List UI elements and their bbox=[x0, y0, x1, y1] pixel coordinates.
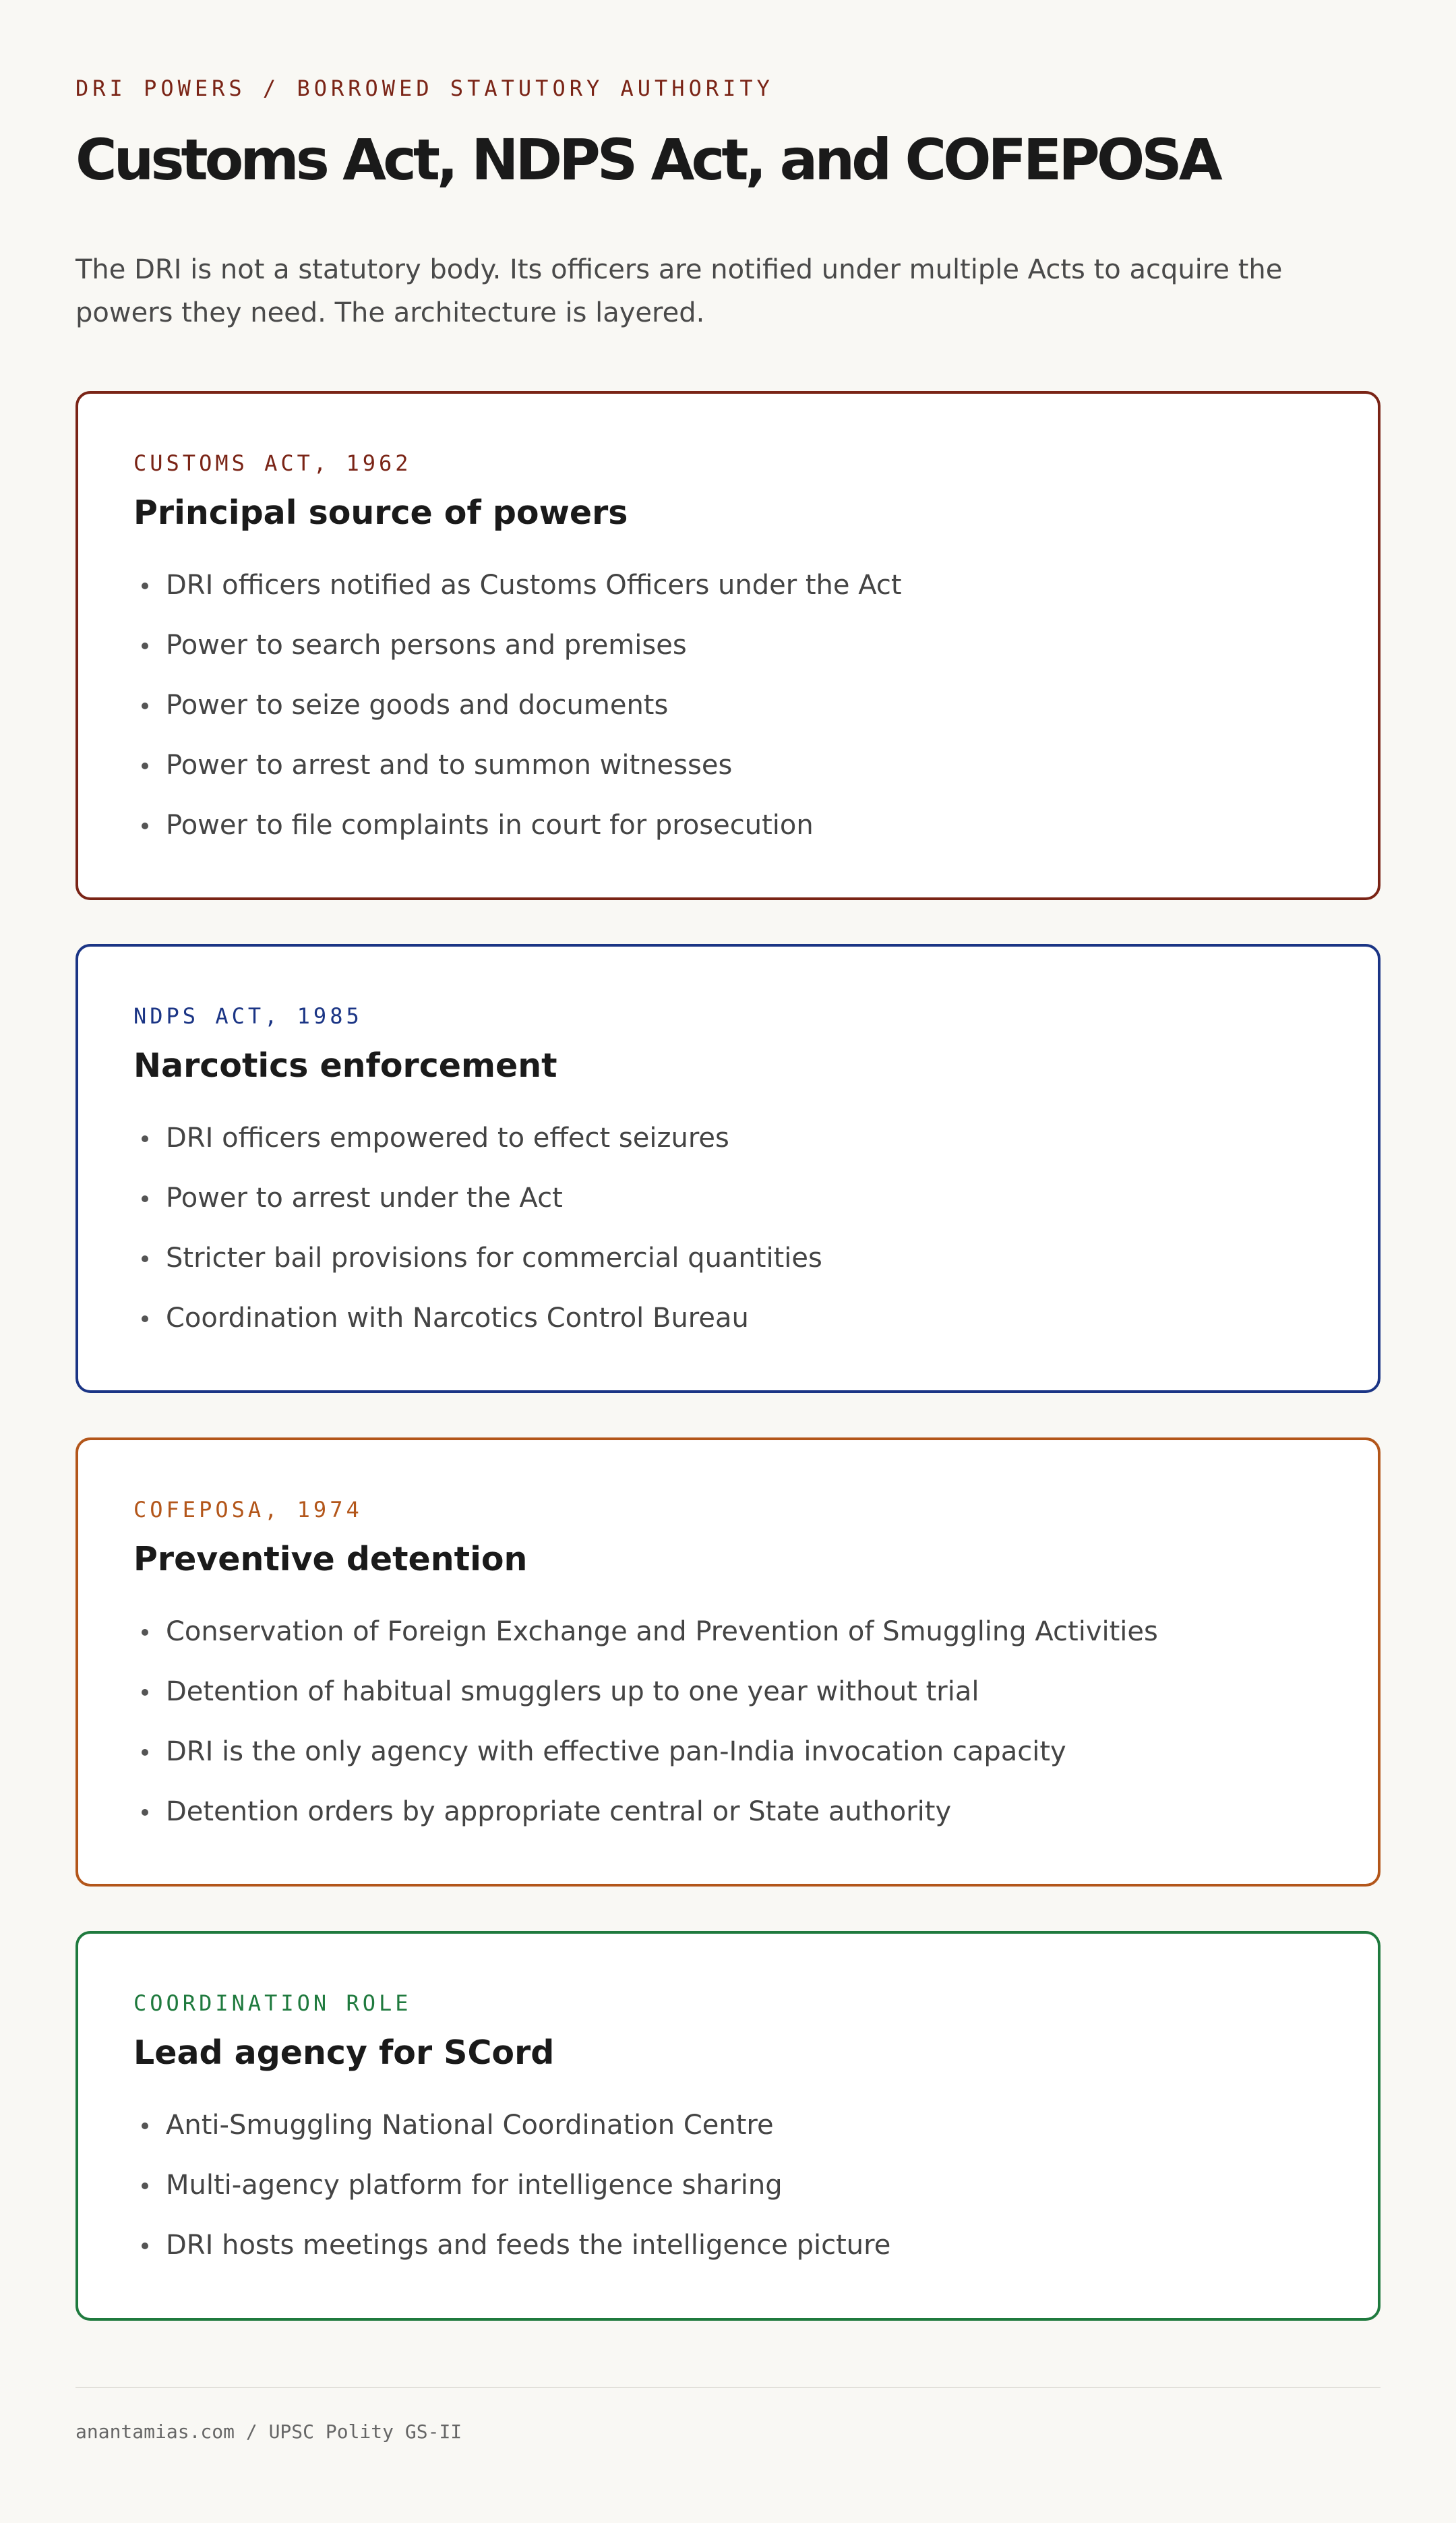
card-coordination-role bbox=[75, 1931, 1381, 2321]
card-customs-act bbox=[75, 391, 1381, 900]
list-item: Power to arrest and to summon witnesses bbox=[133, 736, 902, 796]
card-label: CUSTOMS ACT, 1962 bbox=[133, 450, 412, 476]
card-label: COORDINATION ROLE bbox=[133, 1990, 412, 2016]
card-label: COFEPOSA, 1974 bbox=[133, 1497, 363, 1522]
card-bullet-list bbox=[133, 1602, 1158, 1842]
list-item: DRI officers notified as Customs Officers under the Act bbox=[133, 556, 902, 616]
list-item: DRI is the only agency with effective pan-India invocation capacity bbox=[133, 1722, 1158, 1782]
list-item: Anti-Smuggling National Coordination Centre bbox=[133, 2096, 890, 2156]
list-item: Coordination with Narcotics Control Bureau bbox=[133, 1288, 822, 1348]
card-heading: Narcotics enforcement bbox=[133, 1046, 557, 1085]
list-item: Multi-agency platform for intelligence sharing bbox=[133, 2156, 890, 2216]
card-bullet-list bbox=[133, 2096, 890, 2276]
intro-paragraph: The DRI is not a statutory body. Its officers are notified under multiple Acts to acquire the powers they need. The architecture is layered. bbox=[75, 254, 1283, 328]
card-bullet-list bbox=[133, 556, 902, 856]
card-label: NDPS ACT, 1985 bbox=[133, 1003, 363, 1029]
section-kicker: DRI POWERS / BORROWED STATUTORY AUTHORITY bbox=[75, 76, 774, 101]
list-item: DRI hosts meetings and feeds the intelligence picture bbox=[133, 2216, 890, 2276]
card-heading: Preventive detention bbox=[133, 1540, 528, 1578]
card-cofeposa bbox=[75, 1437, 1381, 1887]
card-heading: Lead agency for SCord bbox=[133, 2034, 555, 2072]
list-item: Power to search persons and premises bbox=[133, 616, 902, 676]
list-item: Stricter bail provisions for commercial quantities bbox=[133, 1228, 822, 1288]
card-bullet-list bbox=[133, 1108, 822, 1348]
footer-divider bbox=[75, 2387, 1381, 2388]
footer-source: anantamias.com / UPSC Polity GS-II bbox=[75, 2421, 462, 2443]
list-item: Detention orders by appropriate central or State authority bbox=[133, 1782, 1158, 1842]
list-item: Power to seize goods and documents bbox=[133, 676, 902, 736]
list-item: Detention of habitual smugglers up to one year without trial bbox=[133, 1662, 1158, 1722]
list-item: Power to file complaints in court for prosecution bbox=[133, 796, 902, 856]
list-item: Conservation of Foreign Exchange and Prevention of Smuggling Activities bbox=[133, 1602, 1158, 1662]
card-heading: Principal source of powers bbox=[133, 494, 628, 532]
list-item: DRI officers empowered to effect seizures bbox=[133, 1108, 822, 1168]
list-item: Power to arrest under the Act bbox=[133, 1168, 822, 1228]
card-ndps-act bbox=[75, 944, 1381, 1393]
page-title: Customs Act, NDPS Act, and COFEPOSA bbox=[75, 127, 1219, 193]
